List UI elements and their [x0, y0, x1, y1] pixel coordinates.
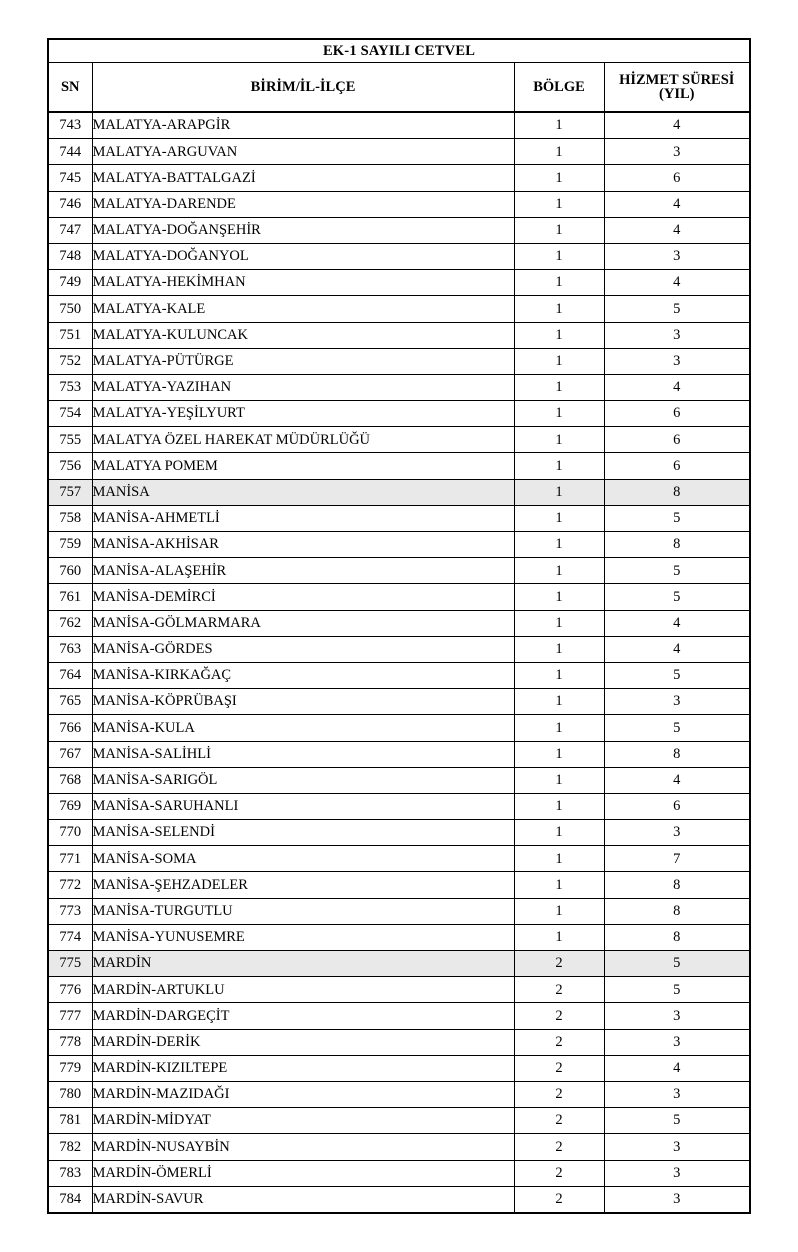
- cell-bolge: 1: [514, 217, 604, 243]
- cell-sn: 745: [48, 165, 92, 191]
- cell-bolge: 1: [514, 165, 604, 191]
- cell-hizmet-suresi: 3: [604, 322, 750, 348]
- cell-hizmet-suresi: 6: [604, 165, 750, 191]
- cell-hizmet-suresi: 3: [604, 1134, 750, 1160]
- cell-hizmet-suresi: 3: [604, 1081, 750, 1107]
- cell-birim: MALATYA-YAZIHAN: [92, 374, 514, 400]
- table-row: [48, 532, 750, 558]
- table-row: [48, 270, 750, 296]
- cell-bolge: 2: [514, 1081, 604, 1107]
- cell-hizmet-suresi: 8: [604, 532, 750, 558]
- cell-hizmet-suresi: 4: [604, 1055, 750, 1081]
- cell-bolge: 2: [514, 1108, 604, 1134]
- cell-bolge: 1: [514, 872, 604, 898]
- cell-sn: 749: [48, 270, 92, 296]
- cell-hizmet-suresi: 6: [604, 427, 750, 453]
- cell-birim: MANİSA-KIRKAĞAÇ: [92, 662, 514, 688]
- cell-sn: 767: [48, 741, 92, 767]
- cell-birim: MALATYA-DARENDE: [92, 191, 514, 217]
- cell-hizmet-suresi: 3: [604, 1160, 750, 1186]
- cell-hizmet-suresi: 6: [604, 401, 750, 427]
- cell-hizmet-suresi: 8: [604, 872, 750, 898]
- cell-bolge: 1: [514, 715, 604, 741]
- cell-birim: MANİSA-KÖPRÜBAŞI: [92, 689, 514, 715]
- table-header: [48, 39, 750, 112]
- cell-sn: 750: [48, 296, 92, 322]
- cetvel-table: [47, 38, 751, 1214]
- cell-bolge: 1: [514, 767, 604, 793]
- cell-sn: 782: [48, 1134, 92, 1160]
- table-row: [48, 793, 750, 819]
- cell-birim: MARDİN-MAZIDAĞI: [92, 1081, 514, 1107]
- table-row: [48, 1134, 750, 1160]
- cell-bolge: 2: [514, 1160, 604, 1186]
- cell-hizmet-suresi: 3: [604, 820, 750, 846]
- cell-bolge: 1: [514, 479, 604, 505]
- cell-sn: 756: [48, 453, 92, 479]
- table-row: [48, 1029, 750, 1055]
- table-row: [48, 715, 750, 741]
- cell-bolge: 2: [514, 977, 604, 1003]
- cell-hizmet-suresi: 3: [604, 243, 750, 269]
- cell-birim: MANİSA-DEMİRCİ: [92, 584, 514, 610]
- cell-sn: 769: [48, 793, 92, 819]
- cell-birim: MANİSA-YUNUSEMRE: [92, 924, 514, 950]
- cell-hizmet-suresi: 3: [604, 1186, 750, 1213]
- cell-sn: 768: [48, 767, 92, 793]
- cell-hizmet-suresi: 3: [604, 348, 750, 374]
- cell-birim: MALATYA-HEKİMHAN: [92, 270, 514, 296]
- cell-birim: MANİSA-SARUHANLI: [92, 793, 514, 819]
- table-row: [48, 1186, 750, 1213]
- cell-bolge: 2: [514, 1186, 604, 1213]
- table-row: [48, 689, 750, 715]
- cell-hizmet-suresi: 4: [604, 217, 750, 243]
- table-row: [48, 191, 750, 217]
- cell-bolge: 2: [514, 951, 604, 977]
- table-row: [48, 977, 750, 1003]
- table-row: [48, 610, 750, 636]
- cell-hizmet-suresi: 5: [604, 584, 750, 610]
- cell-sn: 761: [48, 584, 92, 610]
- cell-sn: 774: [48, 924, 92, 950]
- cell-bolge: 1: [514, 610, 604, 636]
- cell-birim: MARDİN-DARGEÇİT: [92, 1003, 514, 1029]
- cell-hizmet-suresi: 5: [604, 662, 750, 688]
- cell-hizmet-suresi: 5: [604, 558, 750, 584]
- cell-birim: MALATYA-BATTALGAZİ: [92, 165, 514, 191]
- cell-hizmet-suresi: 4: [604, 374, 750, 400]
- cell-bolge: 1: [514, 636, 604, 662]
- cell-sn: 764: [48, 662, 92, 688]
- table-row: [48, 558, 750, 584]
- table-row: [48, 296, 750, 322]
- cell-hizmet-suresi: 8: [604, 479, 750, 505]
- cell-bolge: 2: [514, 1055, 604, 1081]
- cell-bolge: 1: [514, 558, 604, 584]
- cell-sn: 778: [48, 1029, 92, 1055]
- table-row: [48, 1108, 750, 1134]
- cell-bolge: 1: [514, 453, 604, 479]
- cell-bolge: 1: [514, 924, 604, 950]
- cell-sn: 753: [48, 374, 92, 400]
- cell-birim: MALATYA-PÜTÜRGE: [92, 348, 514, 374]
- table-row: [48, 112, 750, 139]
- cell-sn: 777: [48, 1003, 92, 1029]
- cell-birim: MANİSA-SALİHLİ: [92, 741, 514, 767]
- cell-sn: 744: [48, 139, 92, 165]
- table-row: [48, 479, 750, 505]
- table-row: [48, 820, 750, 846]
- cell-hizmet-suresi: 5: [604, 715, 750, 741]
- cell-bolge: 1: [514, 270, 604, 296]
- cell-sn: 775: [48, 951, 92, 977]
- cell-birim: MARDİN: [92, 951, 514, 977]
- cell-birim: MANİSA-ŞEHZADELER: [92, 872, 514, 898]
- cell-birim: MANİSA-GÖRDES: [92, 636, 514, 662]
- cell-bolge: 1: [514, 662, 604, 688]
- cell-sn: 748: [48, 243, 92, 269]
- cell-bolge: 1: [514, 112, 604, 139]
- table-row: [48, 401, 750, 427]
- column-header-hizmet-suresi: [604, 63, 750, 113]
- cell-birim: MANİSA-SARIGÖL: [92, 767, 514, 793]
- table-row: [48, 741, 750, 767]
- cell-bolge: 1: [514, 427, 604, 453]
- table-row: [48, 1081, 750, 1107]
- cell-birim: MARDİN-NUSAYBİN: [92, 1134, 514, 1160]
- table-row: [48, 636, 750, 662]
- cell-bolge: 1: [514, 374, 604, 400]
- cell-sn: 765: [48, 689, 92, 715]
- cell-birim: MALATYA-ARAPGİR: [92, 112, 514, 139]
- cell-hizmet-suresi: 3: [604, 139, 750, 165]
- cell-birim: MARDİN-SAVUR: [92, 1186, 514, 1213]
- cell-birim: MALATYA POMEM: [92, 453, 514, 479]
- cell-hizmet-suresi: 8: [604, 741, 750, 767]
- cell-bolge: 2: [514, 1134, 604, 1160]
- cell-birim: MALATYA-YEŞİLYURT: [92, 401, 514, 427]
- table-row: [48, 584, 750, 610]
- cell-sn: 773: [48, 898, 92, 924]
- cell-hizmet-suresi: 6: [604, 793, 750, 819]
- cell-sn: 766: [48, 715, 92, 741]
- cell-sn: 780: [48, 1081, 92, 1107]
- cell-sn: 763: [48, 636, 92, 662]
- cell-bolge: 1: [514, 296, 604, 322]
- cell-birim: MANİSA-TURGUTLU: [92, 898, 514, 924]
- table-row: [48, 846, 750, 872]
- cell-sn: 751: [48, 322, 92, 348]
- cell-birim: MARDİN-MİDYAT: [92, 1108, 514, 1134]
- table-body: [48, 112, 750, 1213]
- cell-bolge: 1: [514, 505, 604, 531]
- cell-hizmet-suresi: 5: [604, 977, 750, 1003]
- cell-sn: 757: [48, 479, 92, 505]
- table-row: [48, 872, 750, 898]
- cell-birim: MANİSA-AHMETLİ: [92, 505, 514, 531]
- cell-sn: 779: [48, 1055, 92, 1081]
- table-row: [48, 1055, 750, 1081]
- table-row: [48, 453, 750, 479]
- cell-hizmet-suresi: 5: [604, 296, 750, 322]
- cell-sn: 770: [48, 820, 92, 846]
- cell-birim: MARDİN-ÖMERLİ: [92, 1160, 514, 1186]
- cell-birim: MALATYA-KULUNCAK: [92, 322, 514, 348]
- table-row: [48, 1160, 750, 1186]
- cell-hizmet-suresi: 4: [604, 636, 750, 662]
- table-row: [48, 898, 750, 924]
- cell-hizmet-suresi: 5: [604, 505, 750, 531]
- cell-bolge: 1: [514, 322, 604, 348]
- cell-hizmet-suresi: 3: [604, 689, 750, 715]
- table-title: EK-1 SAYILI CETVEL: [48, 39, 750, 63]
- cell-birim: MANİSA-SELENDİ: [92, 820, 514, 846]
- cell-bolge: 1: [514, 532, 604, 558]
- cell-birim: MANİSA-GÖLMARMARA: [92, 610, 514, 636]
- cell-bolge: 1: [514, 401, 604, 427]
- cetvel-table-wrapper: [47, 38, 751, 1214]
- cell-hizmet-suresi: 7: [604, 846, 750, 872]
- cell-sn: 783: [48, 1160, 92, 1186]
- cell-bolge: 2: [514, 1029, 604, 1055]
- cell-sn: 760: [48, 558, 92, 584]
- table-row: [48, 505, 750, 531]
- cell-birim: MALATYA-DOĞANŞEHİR: [92, 217, 514, 243]
- cell-sn: 759: [48, 532, 92, 558]
- cell-sn: 754: [48, 401, 92, 427]
- cell-hizmet-suresi: 4: [604, 112, 750, 139]
- cell-bolge: 1: [514, 139, 604, 165]
- column-header-hizmet-suresi-line1: HİZMET SÜRESİ: [619, 71, 735, 88]
- table-row: [48, 374, 750, 400]
- cell-bolge: 1: [514, 820, 604, 846]
- table-row: [48, 165, 750, 191]
- cell-hizmet-suresi: 8: [604, 898, 750, 924]
- table-column-header-row: [48, 63, 750, 113]
- cell-sn: 758: [48, 505, 92, 531]
- column-header-birim: BİRİM/İL-İLÇE: [92, 63, 514, 113]
- cell-sn: 747: [48, 217, 92, 243]
- table-row: [48, 322, 750, 348]
- cell-sn: 746: [48, 191, 92, 217]
- cell-birim: MALATYA ÖZEL HAREKAT MÜDÜRLÜĞÜ: [92, 427, 514, 453]
- cell-sn: 784: [48, 1186, 92, 1213]
- cell-hizmet-suresi: 5: [604, 1108, 750, 1134]
- cell-birim: MARDİN-KIZILTEPE: [92, 1055, 514, 1081]
- cell-sn: 772: [48, 872, 92, 898]
- table-row: [48, 767, 750, 793]
- cell-birim: MANİSA-KULA: [92, 715, 514, 741]
- cell-hizmet-suresi: 6: [604, 453, 750, 479]
- cell-bolge: 1: [514, 741, 604, 767]
- column-header-bolge: BÖLGE: [514, 63, 604, 113]
- table-row: [48, 243, 750, 269]
- table-row: [48, 139, 750, 165]
- table-row: [48, 1003, 750, 1029]
- column-header-sn: SN: [48, 63, 92, 113]
- table-row: [48, 662, 750, 688]
- cell-birim: MARDİN-ARTUKLU: [92, 977, 514, 1003]
- cell-hizmet-suresi: 4: [604, 610, 750, 636]
- cell-birim: MANİSA-AKHİSAR: [92, 532, 514, 558]
- table-title-row: [48, 39, 750, 63]
- cell-bolge: 1: [514, 846, 604, 872]
- cell-hizmet-suresi: 3: [604, 1003, 750, 1029]
- cell-bolge: 1: [514, 191, 604, 217]
- cell-sn: 762: [48, 610, 92, 636]
- table-row: [48, 348, 750, 374]
- cell-birim: MARDİN-DERİK: [92, 1029, 514, 1055]
- table-row: [48, 217, 750, 243]
- cell-sn: 771: [48, 846, 92, 872]
- cell-bolge: 1: [514, 243, 604, 269]
- table-row: [48, 924, 750, 950]
- cell-bolge: 1: [514, 348, 604, 374]
- table-row: [48, 951, 750, 977]
- table-row: [48, 427, 750, 453]
- cell-bolge: 1: [514, 584, 604, 610]
- cell-hizmet-suresi: 4: [604, 270, 750, 296]
- cell-birim: MALATYA-KALE: [92, 296, 514, 322]
- cell-birim: MALATYA-ARGUVAN: [92, 139, 514, 165]
- cell-bolge: 1: [514, 689, 604, 715]
- cell-birim: MANİSA-ALAŞEHİR: [92, 558, 514, 584]
- cell-hizmet-suresi: 4: [604, 191, 750, 217]
- cell-birim: MALATYA-DOĞANYOL: [92, 243, 514, 269]
- cell-sn: 752: [48, 348, 92, 374]
- cell-sn: 743: [48, 112, 92, 139]
- cell-sn: 755: [48, 427, 92, 453]
- cell-birim: MANİSA: [92, 479, 514, 505]
- cell-bolge: 2: [514, 1003, 604, 1029]
- cell-birim: MANİSA-SOMA: [92, 846, 514, 872]
- cell-sn: 781: [48, 1108, 92, 1134]
- cell-hizmet-suresi: 8: [604, 924, 750, 950]
- cell-sn: 776: [48, 977, 92, 1003]
- column-header-hizmet-suresi-line2: (YIL): [659, 86, 695, 102]
- cell-hizmet-suresi: 5: [604, 951, 750, 977]
- cell-hizmet-suresi: 3: [604, 1029, 750, 1055]
- cell-bolge: 1: [514, 793, 604, 819]
- cell-bolge: 1: [514, 898, 604, 924]
- cell-hizmet-suresi: 4: [604, 767, 750, 793]
